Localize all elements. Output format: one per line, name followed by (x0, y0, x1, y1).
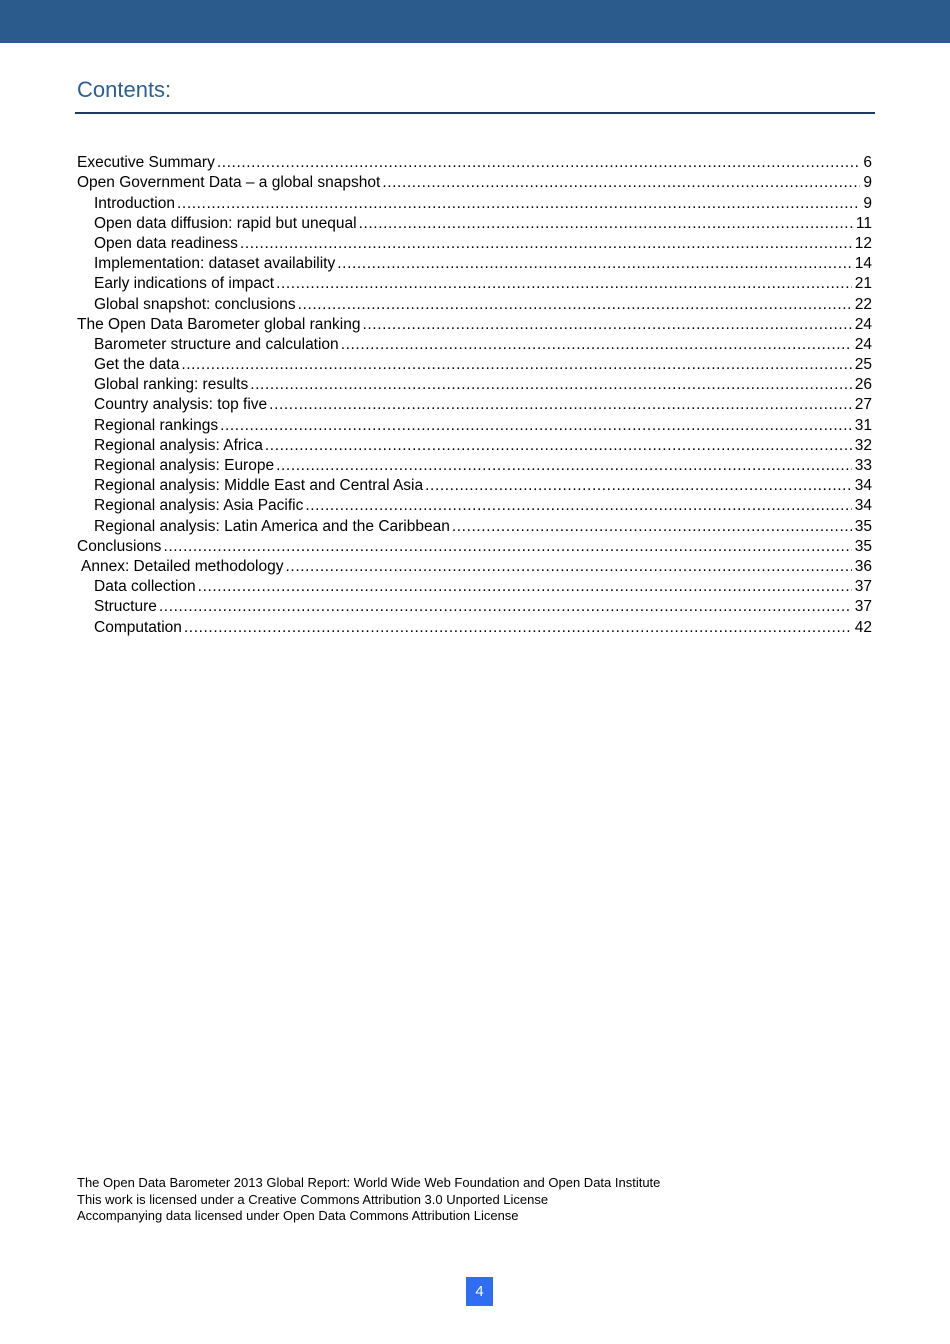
toc-entry-page: 37 (854, 578, 872, 596)
toc-entry-page: 32 (854, 436, 872, 454)
page-number-badge: 4 (466, 1277, 493, 1306)
toc-entry[interactable] (77, 273, 872, 293)
toc-dot-leader (240, 234, 852, 253)
toc-dot-leader (286, 557, 852, 576)
toc-entry-label: Global snapshot: conclusions (94, 295, 296, 313)
toc-entry[interactable] (77, 314, 872, 334)
toc-dot-leader (276, 456, 852, 475)
footer-line-data-license: Accompanying data licensed under Open Data Commons Attribution License (77, 1208, 519, 1223)
toc-entry-page: 35 (854, 517, 872, 535)
toc-entry-page: 12 (854, 234, 872, 252)
toc-entry[interactable] (77, 414, 872, 434)
toc-dot-leader (250, 375, 852, 394)
toc-dot-leader (341, 335, 852, 354)
toc-dot-leader (159, 597, 852, 616)
footer-line-report: The Open Data Barometer 2013 Global Report: World Wide Web Foundation and Open Data Institute (77, 1175, 661, 1190)
toc-entry[interactable] (77, 374, 872, 394)
toc-entry[interactable] (77, 435, 872, 455)
toc-dot-leader (269, 395, 852, 414)
toc-dot-leader (163, 537, 851, 556)
toc-entry-label: Regional analysis: Europe (94, 457, 275, 474)
toc-entry-label: Data collection (94, 578, 196, 596)
toc-entry[interactable] (77, 455, 872, 475)
toc-entry-label: Global ranking: results (94, 376, 249, 394)
toc-entry-label: Annex: Detailed methodology (81, 557, 284, 575)
toc-entry-label: Get the data (94, 356, 180, 374)
page-title: Contents: (77, 77, 172, 102)
toc-entry[interactable] (77, 616, 872, 636)
toc-entry-page: 35 (854, 537, 872, 555)
table-of-contents (77, 152, 872, 637)
toc-dot-leader (198, 577, 852, 596)
toc-entry-label: Conclusions (77, 537, 162, 555)
toc-entry[interactable] (77, 192, 872, 212)
toc-dot-leader (184, 618, 852, 637)
toc-entry[interactable] (77, 213, 872, 233)
toc-dot-leader (359, 214, 853, 233)
toc-entry[interactable] (77, 253, 872, 273)
toc-entry-label: Structure (94, 598, 157, 616)
toc-entry-page: 26 (854, 376, 872, 394)
toc-dot-leader (265, 436, 852, 455)
toc-dot-leader (362, 315, 851, 334)
toc-dot-leader (382, 173, 860, 192)
toc-entry-label: Regional analysis: Asia Pacific (94, 497, 304, 515)
toc-entry-label: Early indications of impact (94, 275, 275, 293)
toc-entry-page: 9 (863, 194, 872, 212)
toc-entry[interactable] (77, 152, 872, 172)
toc-entry-label: The Open Data Barometer global ranking (77, 315, 361, 333)
toc-dot-leader (181, 355, 851, 374)
toc-entry-page: 37 (854, 598, 872, 616)
toc-entry-label: Open data readiness (94, 234, 238, 252)
toc-entry[interactable] (77, 172, 872, 192)
toc-entry[interactable] (77, 293, 872, 313)
toc-entry[interactable] (77, 475, 872, 495)
toc-entry-page: 9 (863, 174, 872, 192)
toc-dot-leader (452, 517, 852, 536)
footer (77, 1175, 660, 1225)
toc-entry[interactable] (77, 354, 872, 374)
toc-entry[interactable] (77, 556, 872, 576)
toc-entry-label: Introduction (94, 194, 175, 212)
toc-entry-label: Computation (94, 618, 182, 636)
toc-entry-page: 31 (854, 416, 872, 434)
title-divider (75, 112, 875, 114)
toc-entry-page: 42 (854, 618, 872, 636)
toc-entry-page: 24 (854, 335, 872, 353)
toc-dot-leader (276, 274, 852, 293)
toc-entry[interactable] (77, 536, 872, 556)
top-banner (0, 0, 950, 43)
toc-entry-page: 33 (854, 457, 872, 474)
toc-entry[interactable] (77, 233, 872, 253)
toc-entry-page: 36 (854, 557, 872, 575)
toc-entry-page: 11 (855, 214, 872, 232)
toc-entry[interactable] (77, 495, 872, 515)
toc-dot-leader (425, 476, 852, 495)
toc-entry[interactable] (77, 596, 872, 616)
toc-entry-label: Barometer structure and calculation (94, 335, 339, 353)
toc-entry-page: 22 (854, 295, 872, 313)
toc-entry-page: 34 (854, 477, 872, 495)
toc-entry-label: Regional rankings (94, 416, 219, 434)
toc-entry-page: 27 (854, 396, 872, 414)
toc-entry-label: Country analysis: top five (94, 396, 268, 414)
toc-entry-label: Regional analysis: Latin America and the Caribbean (94, 517, 450, 535)
toc-entry[interactable] (77, 394, 872, 414)
toc-dot-leader (337, 254, 852, 273)
toc-entry-page: 25 (854, 356, 872, 374)
toc-entry-page: 14 (854, 255, 872, 273)
toc-entry-page: 21 (854, 275, 872, 293)
toc-entry-label: Regional analysis: Africa (94, 436, 263, 454)
toc-entry[interactable] (77, 576, 872, 596)
toc-entry-page: 34 (854, 497, 872, 515)
toc-entry-page: 6 (863, 154, 872, 172)
toc-dot-leader (177, 194, 860, 213)
toc-entry-label: Open data diffusion: rapid but unequal (94, 214, 357, 232)
toc-entry-label: Implementation: dataset availability (94, 255, 336, 273)
toc-entry-label: Regional analysis: Middle East and Central Asia (94, 477, 424, 495)
toc-entry-page: 24 (854, 315, 872, 333)
toc-entry-label: Open Government Data – a global snapshot (77, 174, 381, 192)
toc-dot-leader (305, 496, 851, 515)
toc-entry[interactable] (77, 515, 872, 535)
footer-line-license: This work is licensed under a Creative Commons Attribution 3.0 Unported License (77, 1191, 549, 1207)
toc-entry-label: Executive Summary (77, 154, 215, 172)
toc-dot-leader (217, 153, 861, 172)
toc-dot-leader (298, 295, 852, 314)
toc-dot-leader (220, 416, 852, 435)
toc-entry[interactable] (77, 334, 872, 354)
